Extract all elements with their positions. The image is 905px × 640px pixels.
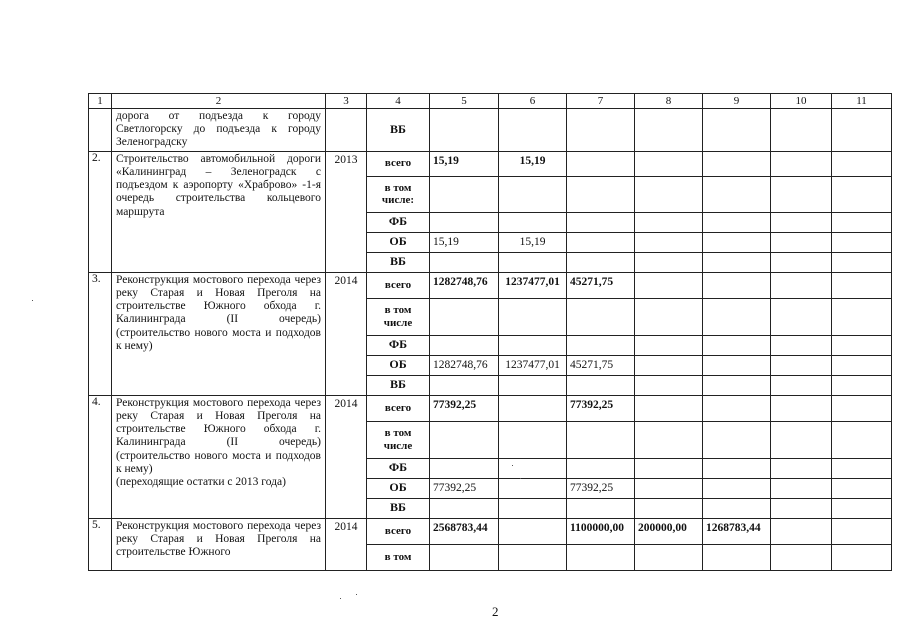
year-cell: 2013 bbox=[326, 151, 367, 272]
value-col6 bbox=[499, 335, 567, 355]
object-name: Строительство автомобильной дороги «Калининград – Зеленоградск с подъездом к аэропорту «Храброво» -1-я очередь строительства кольцевого маршрута bbox=[116, 152, 321, 218]
value-col7 bbox=[567, 375, 635, 395]
value-col7 bbox=[567, 298, 635, 335]
value-col5 bbox=[430, 176, 499, 212]
object-name-cell bbox=[112, 518, 326, 570]
funding-type: всего bbox=[367, 518, 430, 544]
col-header: 11 bbox=[832, 94, 892, 109]
value-col9: 1268783,44 bbox=[703, 518, 771, 544]
value-col6 bbox=[499, 212, 567, 232]
funding-type: ВБ bbox=[367, 252, 430, 272]
scan-speck bbox=[356, 594, 357, 595]
column-number-row bbox=[89, 94, 892, 109]
value-col7 bbox=[567, 109, 635, 152]
value-col10 bbox=[771, 212, 832, 232]
value-col8 bbox=[635, 272, 703, 298]
value-col9 bbox=[703, 252, 771, 272]
value-col10 bbox=[771, 335, 832, 355]
value-col8 bbox=[635, 478, 703, 498]
value-col6: 1237477,01 bbox=[499, 272, 567, 298]
value-col8 bbox=[635, 458, 703, 478]
value-col10 bbox=[771, 232, 832, 252]
value-col7: 45271,75 bbox=[567, 272, 635, 298]
table-row bbox=[89, 109, 892, 152]
value-col9 bbox=[703, 498, 771, 518]
value-col6 bbox=[499, 298, 567, 335]
value-col5 bbox=[430, 421, 499, 458]
funding-type: ВБ bbox=[367, 109, 430, 152]
value-col6: 15,19 bbox=[499, 151, 567, 176]
value-col6 bbox=[499, 518, 567, 544]
value-col5 bbox=[430, 375, 499, 395]
table-row bbox=[89, 272, 892, 298]
funding-type: ФБ bbox=[367, 458, 430, 478]
value-col5: 77392,25 bbox=[430, 395, 499, 421]
value-col11 bbox=[832, 498, 892, 518]
col-header: 1 bbox=[89, 94, 112, 109]
object-name-cell bbox=[112, 272, 326, 395]
value-col10 bbox=[771, 355, 832, 375]
value-col7 bbox=[567, 421, 635, 458]
object-name-note: (переходящие остатки с 2013 года) bbox=[116, 475, 286, 488]
value-col11 bbox=[832, 109, 892, 152]
col-header: 7 bbox=[567, 94, 635, 109]
row-number: 2. bbox=[89, 151, 112, 272]
value-col10 bbox=[771, 421, 832, 458]
value-col7 bbox=[567, 151, 635, 176]
funding-type: ФБ bbox=[367, 335, 430, 355]
value-col6: 1237477,01 bbox=[499, 355, 567, 375]
object-name-cell bbox=[112, 151, 326, 272]
funding-type: ОБ bbox=[367, 355, 430, 375]
value-col5 bbox=[430, 298, 499, 335]
value-col7 bbox=[567, 176, 635, 212]
funding-type: в том bbox=[367, 544, 430, 570]
value-col11 bbox=[832, 544, 892, 570]
value-col5 bbox=[430, 335, 499, 355]
value-col5: 77392,25 bbox=[430, 478, 499, 498]
scan-speck bbox=[32, 300, 33, 301]
value-col7 bbox=[567, 335, 635, 355]
value-col11 bbox=[832, 375, 892, 395]
col-header: 5 bbox=[430, 94, 499, 109]
value-col8: 200000,00 bbox=[635, 518, 703, 544]
value-col10 bbox=[771, 272, 832, 298]
row-number: 5. bbox=[89, 518, 112, 570]
value-col9 bbox=[703, 151, 771, 176]
value-col11 bbox=[832, 252, 892, 272]
value-col11 bbox=[832, 232, 892, 252]
page-number: 2 bbox=[492, 604, 499, 619]
funding-type: всего bbox=[367, 395, 430, 421]
value-col6 bbox=[499, 458, 567, 478]
value-col8 bbox=[635, 212, 703, 232]
value-col5 bbox=[430, 544, 499, 570]
value-col6 bbox=[499, 421, 567, 458]
value-col11 bbox=[832, 176, 892, 212]
value-col9 bbox=[703, 544, 771, 570]
value-col6 bbox=[499, 176, 567, 212]
scan-speck bbox=[340, 598, 341, 599]
value-col10 bbox=[771, 252, 832, 272]
value-col8 bbox=[635, 544, 703, 570]
col-header: 3 bbox=[326, 94, 367, 109]
value-col11 bbox=[832, 298, 892, 335]
value-col6 bbox=[499, 395, 567, 421]
value-col5 bbox=[430, 109, 499, 152]
funding-type: ФБ bbox=[367, 212, 430, 232]
value-col6: 15,19 bbox=[499, 232, 567, 252]
value-col7 bbox=[567, 212, 635, 232]
budget-table bbox=[88, 93, 892, 571]
value-col9 bbox=[703, 478, 771, 498]
col-header: 8 bbox=[635, 94, 703, 109]
value-col11 bbox=[832, 355, 892, 375]
value-col10 bbox=[771, 544, 832, 570]
value-col6 bbox=[499, 252, 567, 272]
value-col8 bbox=[635, 232, 703, 252]
value-col8 bbox=[635, 498, 703, 518]
value-col5 bbox=[430, 458, 499, 478]
value-col6 bbox=[499, 375, 567, 395]
value-col9 bbox=[703, 232, 771, 252]
value-col11 bbox=[832, 395, 892, 421]
value-col7 bbox=[567, 498, 635, 518]
row-number: 3. bbox=[89, 272, 112, 395]
scan-speck bbox=[520, 478, 521, 479]
row-number bbox=[89, 109, 112, 152]
value-col11 bbox=[832, 421, 892, 458]
year-cell: 2014 bbox=[326, 518, 367, 570]
funding-type: всего bbox=[367, 151, 430, 176]
value-col8 bbox=[635, 355, 703, 375]
value-col8 bbox=[635, 151, 703, 176]
funding-type: ОБ bbox=[367, 232, 430, 252]
value-col8 bbox=[635, 176, 703, 212]
funding-type: ОБ bbox=[367, 478, 430, 498]
funding-type: ВБ bbox=[367, 375, 430, 395]
table-row bbox=[89, 395, 892, 421]
value-col7 bbox=[567, 252, 635, 272]
row-number: 4. bbox=[89, 395, 112, 518]
value-col5: 15,19 bbox=[430, 151, 499, 176]
object-name: дорога от подъезда к городу Светлогорску до подъезда к городу Зеленоградску bbox=[116, 110, 321, 149]
year-cell bbox=[326, 109, 367, 152]
value-col5: 2568783,44 bbox=[430, 518, 499, 544]
value-col10 bbox=[771, 395, 832, 421]
value-col10 bbox=[771, 109, 832, 152]
value-col7 bbox=[567, 232, 635, 252]
value-col11 bbox=[832, 272, 892, 298]
col-header: 4 bbox=[367, 94, 430, 109]
value-col10 bbox=[771, 458, 832, 478]
value-col11 bbox=[832, 478, 892, 498]
value-col6 bbox=[499, 498, 567, 518]
value-col6 bbox=[499, 478, 567, 498]
value-col9 bbox=[703, 272, 771, 298]
value-col5 bbox=[430, 212, 499, 232]
value-col8 bbox=[635, 109, 703, 152]
value-col9 bbox=[703, 109, 771, 152]
value-col10 bbox=[771, 518, 832, 544]
object-name: Реконструкция мостового перехода через реку Старая и Новая Преголя на строительстве Южного обхода г. Калининграда (II очередь) (строительство нового моста и подходов к нему) bbox=[116, 396, 321, 475]
funding-type: ВБ bbox=[367, 498, 430, 518]
year-cell: 2014 bbox=[326, 395, 367, 518]
object-name: Реконструкция мостового перехода через реку Старая и Новая Преголя на строительстве Южного обхода г. Калининграда (II очередь) (строительство нового моста и подходов к нему) bbox=[116, 273, 321, 352]
value-col9 bbox=[703, 375, 771, 395]
value-col10 bbox=[771, 176, 832, 212]
value-col5: 1282748,76 bbox=[430, 355, 499, 375]
value-col10 bbox=[771, 498, 832, 518]
table-row bbox=[89, 518, 892, 544]
table-row bbox=[89, 151, 892, 176]
value-col7 bbox=[567, 544, 635, 570]
value-col10 bbox=[771, 151, 832, 176]
value-col8 bbox=[635, 335, 703, 355]
value-col10 bbox=[771, 298, 832, 335]
object-name-cell bbox=[112, 395, 326, 518]
value-col8 bbox=[635, 298, 703, 335]
value-col6 bbox=[499, 544, 567, 570]
value-col7: 45271,75 bbox=[567, 355, 635, 375]
value-col9 bbox=[703, 176, 771, 212]
value-col9 bbox=[703, 421, 771, 458]
value-col5: 1282748,76 bbox=[430, 272, 499, 298]
value-col11 bbox=[832, 151, 892, 176]
value-col9 bbox=[703, 335, 771, 355]
value-col5 bbox=[430, 498, 499, 518]
value-col9 bbox=[703, 458, 771, 478]
value-col10 bbox=[771, 478, 832, 498]
object-name: Реконструкция мостового перехода через реку Старая и Новая Преголя на строительстве Южного bbox=[116, 519, 321, 559]
col-header: 9 bbox=[703, 94, 771, 109]
funding-type: в том числе: bbox=[367, 176, 430, 212]
value-col8 bbox=[635, 252, 703, 272]
value-col7 bbox=[567, 458, 635, 478]
funding-type: всего bbox=[367, 272, 430, 298]
col-header: 6 bbox=[499, 94, 567, 109]
value-col7: 1100000,00 bbox=[567, 518, 635, 544]
value-col5: 15,19 bbox=[430, 232, 499, 252]
object-name-cell bbox=[112, 109, 326, 152]
value-col8 bbox=[635, 421, 703, 458]
value-col9 bbox=[703, 395, 771, 421]
value-col7: 77392,25 bbox=[567, 395, 635, 421]
year-cell: 2014 bbox=[326, 272, 367, 395]
value-col9 bbox=[703, 298, 771, 335]
col-header: 10 bbox=[771, 94, 832, 109]
value-col11 bbox=[832, 335, 892, 355]
value-col9 bbox=[703, 355, 771, 375]
value-col11 bbox=[832, 212, 892, 232]
value-col8 bbox=[635, 375, 703, 395]
value-col10 bbox=[771, 375, 832, 395]
value-col11 bbox=[832, 458, 892, 478]
value-col5 bbox=[430, 252, 499, 272]
value-col7: 77392,25 bbox=[567, 478, 635, 498]
funding-type: в том числе bbox=[367, 421, 430, 458]
value-col6 bbox=[499, 109, 567, 152]
funding-type: в том числе bbox=[367, 298, 430, 335]
col-header: 2 bbox=[112, 94, 326, 109]
value-col11 bbox=[832, 518, 892, 544]
value-col9 bbox=[703, 212, 771, 232]
scan-speck bbox=[512, 465, 513, 466]
value-col8 bbox=[635, 395, 703, 421]
